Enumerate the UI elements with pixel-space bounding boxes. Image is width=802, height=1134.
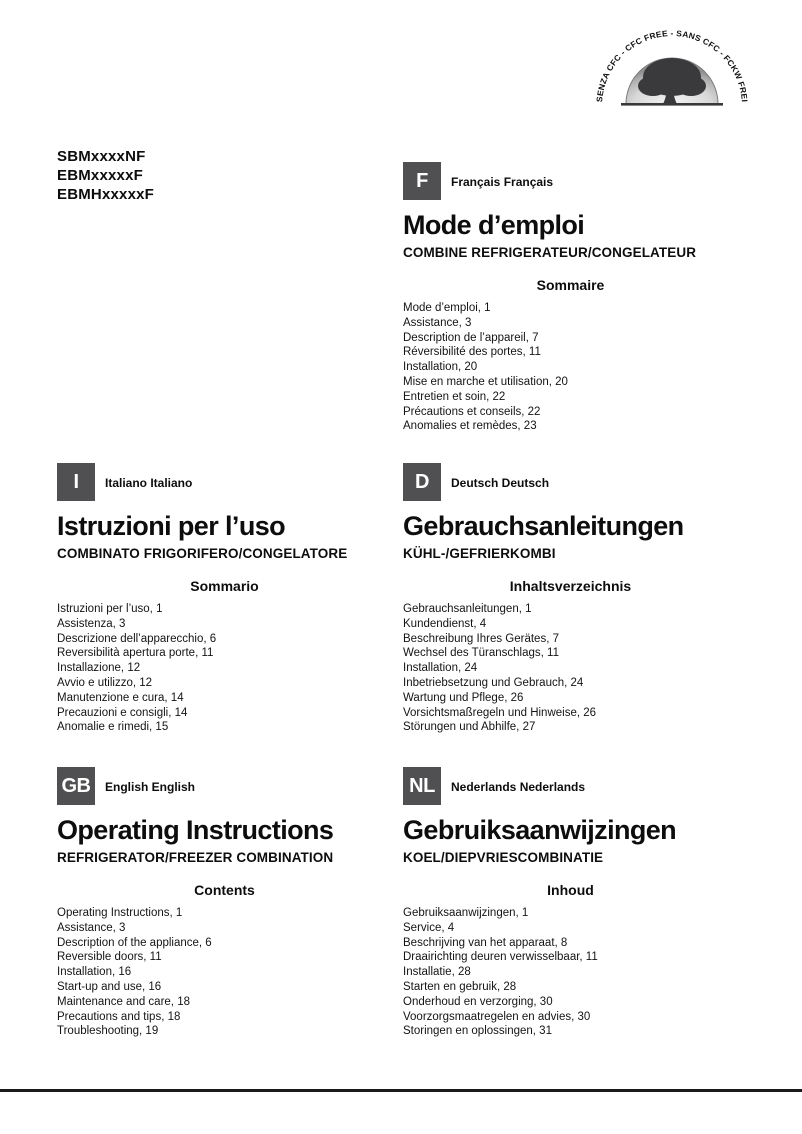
- toc-list: [403, 602, 738, 735]
- toc-item: Descrizione dell’apparecchio, 6: [57, 632, 217, 645]
- section-title: Istruzioni per l’uso: [57, 511, 286, 541]
- toc-item: Operating Instructions, 1: [57, 907, 183, 919]
- toc-item: Beschrijving van het apparaat, 8: [403, 936, 568, 949]
- section-title: Mode d’emploi: [403, 210, 585, 240]
- toc-item: Installatie, 28: [403, 966, 471, 979]
- toc-item: Precauzioni e consigli, 14: [57, 706, 188, 719]
- toc-item: Voorzorgsmaatregelen en advies, 30: [403, 1010, 591, 1023]
- tree-icon: [585, 26, 760, 112]
- toc-item: Troubleshooting, 19: [57, 1025, 159, 1038]
- toc-item: Mode d’emploi, 1: [403, 302, 491, 314]
- language-badge-nl: NL: [403, 767, 441, 805]
- language-header: [403, 767, 738, 805]
- model-number-line: SBMxxxxNF: [57, 148, 146, 165]
- toc-list: [403, 301, 738, 434]
- toc-item: Mise en marche et utilisation, 20: [403, 375, 568, 388]
- language-header: [403, 463, 738, 501]
- toc-item: Manutenzione e cura, 14: [57, 691, 184, 704]
- toc-item: Vorsichtsmaßregeln und Hinweise, 26: [403, 706, 597, 719]
- toc-item: Service, 4: [403, 921, 455, 934]
- section-title: Operating Instructions: [57, 815, 334, 845]
- toc-item: Precautions and tips, 18: [57, 1010, 181, 1023]
- toc-item: Istruzioni per l’uso, 1: [57, 603, 163, 615]
- toc-item: Avvio e utilizzo, 12: [57, 676, 153, 689]
- toc-item: Starten en gebruik, 28: [403, 980, 517, 993]
- toc-item: Anomalies et remèdes, 23: [403, 420, 537, 433]
- cfc-free-logo: [585, 26, 760, 112]
- section-subtitle: REFRIGERATOR/FREEZER COMBINATION: [57, 850, 334, 865]
- toc-item: Installation, 24: [403, 662, 478, 675]
- toc-item: Maintenance and care, 18: [57, 995, 190, 1008]
- toc-item: Störungen und Abhilfe, 27: [403, 721, 536, 734]
- toc-heading: Sommario: [190, 578, 259, 594]
- toc-item: Installazione, 12: [57, 662, 141, 675]
- toc-list: [57, 602, 392, 735]
- toc-item: Précautions et conseils, 22: [403, 405, 541, 418]
- language-badge-i: I: [57, 463, 95, 501]
- toc-heading: Contents: [194, 882, 255, 898]
- toc-heading: Inhoud: [547, 882, 594, 898]
- toc-item: Storingen en oplossingen, 31: [403, 1025, 552, 1038]
- toc-list: [57, 906, 392, 1039]
- toc-item: Assistance, 3: [57, 921, 126, 934]
- toc-item: Description of the appliance, 6: [57, 936, 212, 949]
- toc-item: Installation, 16: [57, 966, 132, 979]
- language-label: Français Français: [451, 175, 554, 189]
- language-label: Nederlands Nederlands: [451, 780, 586, 794]
- language-header: [57, 767, 392, 805]
- toc-item: Réversibilité des portes, 11: [403, 346, 541, 359]
- section-title: Gebrauchsanleitungen: [403, 511, 684, 541]
- toc-item: Wechsel des Türanschlags, 11: [403, 647, 559, 660]
- section-dutch: [403, 767, 738, 1039]
- language-label: Italiano Italiano: [105, 476, 193, 490]
- toc-item: Entretien et soin, 22: [403, 390, 506, 403]
- section-subtitle: KOEL/DIEPVRIESCOMBINATIE: [403, 850, 604, 865]
- language-badge-d: D: [403, 463, 441, 501]
- toc-item: Start-up and use, 16: [57, 980, 162, 993]
- section-subtitle: COMBINE REFRIGERATEUR/CONGELATEUR: [403, 245, 697, 260]
- section-german: [403, 463, 738, 735]
- language-header: [403, 162, 738, 200]
- language-badge-f: F: [403, 162, 441, 200]
- section-italian: [57, 463, 392, 735]
- toc-list: [403, 906, 738, 1039]
- toc-item: Anomalie e rimedi, 15: [57, 721, 169, 734]
- toc-item: Draairichting deuren verwisselbaar, 11: [403, 951, 598, 964]
- toc-item: Reversibilità apertura porte, 11: [57, 647, 214, 660]
- model-number-line: EBMHxxxxxF: [57, 186, 155, 203]
- section-french: [403, 162, 738, 434]
- toc-item: Inbetriebsetzung und Gebrauch, 24: [403, 676, 584, 689]
- toc-item: Installation, 20: [403, 361, 478, 374]
- toc-item: Description de l’appareil, 7: [403, 331, 539, 344]
- toc-item: Wartung und Pflege, 26: [403, 691, 524, 704]
- toc-item: Reversible doors, 11: [57, 951, 162, 964]
- language-label: Deutsch Deutsch: [451, 476, 550, 490]
- toc-item: Kundendienst, 4: [403, 617, 487, 630]
- toc-heading: Inhaltsverzeichnis: [509, 578, 632, 594]
- toc-heading: Sommaire: [536, 277, 605, 293]
- toc-item: Assistance, 3: [403, 316, 472, 329]
- toc-item: Gebruiksaanwijzingen, 1: [403, 907, 529, 919]
- toc-item: Assistenza, 3: [57, 617, 126, 630]
- language-label: English English: [105, 780, 196, 794]
- section-english: [57, 767, 392, 1039]
- section-subtitle: KÜHL-/GEFRIERKOMBI: [403, 546, 556, 561]
- logo-arc-text: SENZA CFC - CFC FREE - SANS CFC - FCKW FREI: [595, 28, 749, 103]
- language-header: [57, 463, 392, 501]
- language-badge-gb: GB: [57, 767, 95, 805]
- toc-item: Gebrauchsanleitungen, 1: [403, 603, 532, 615]
- section-title: Gebruiksaanwijzingen: [403, 815, 677, 845]
- toc-item: Beschreibung Ihres Gerätes, 7: [403, 632, 559, 645]
- model-numbers: [57, 147, 154, 204]
- toc-item: Onderhoud en verzorging, 30: [403, 995, 553, 1008]
- section-subtitle: COMBINATO FRIGORIFERO/CONGELATORE: [57, 546, 348, 561]
- footer-rule: [0, 1089, 802, 1092]
- model-number-line: EBMxxxxxF: [57, 167, 144, 184]
